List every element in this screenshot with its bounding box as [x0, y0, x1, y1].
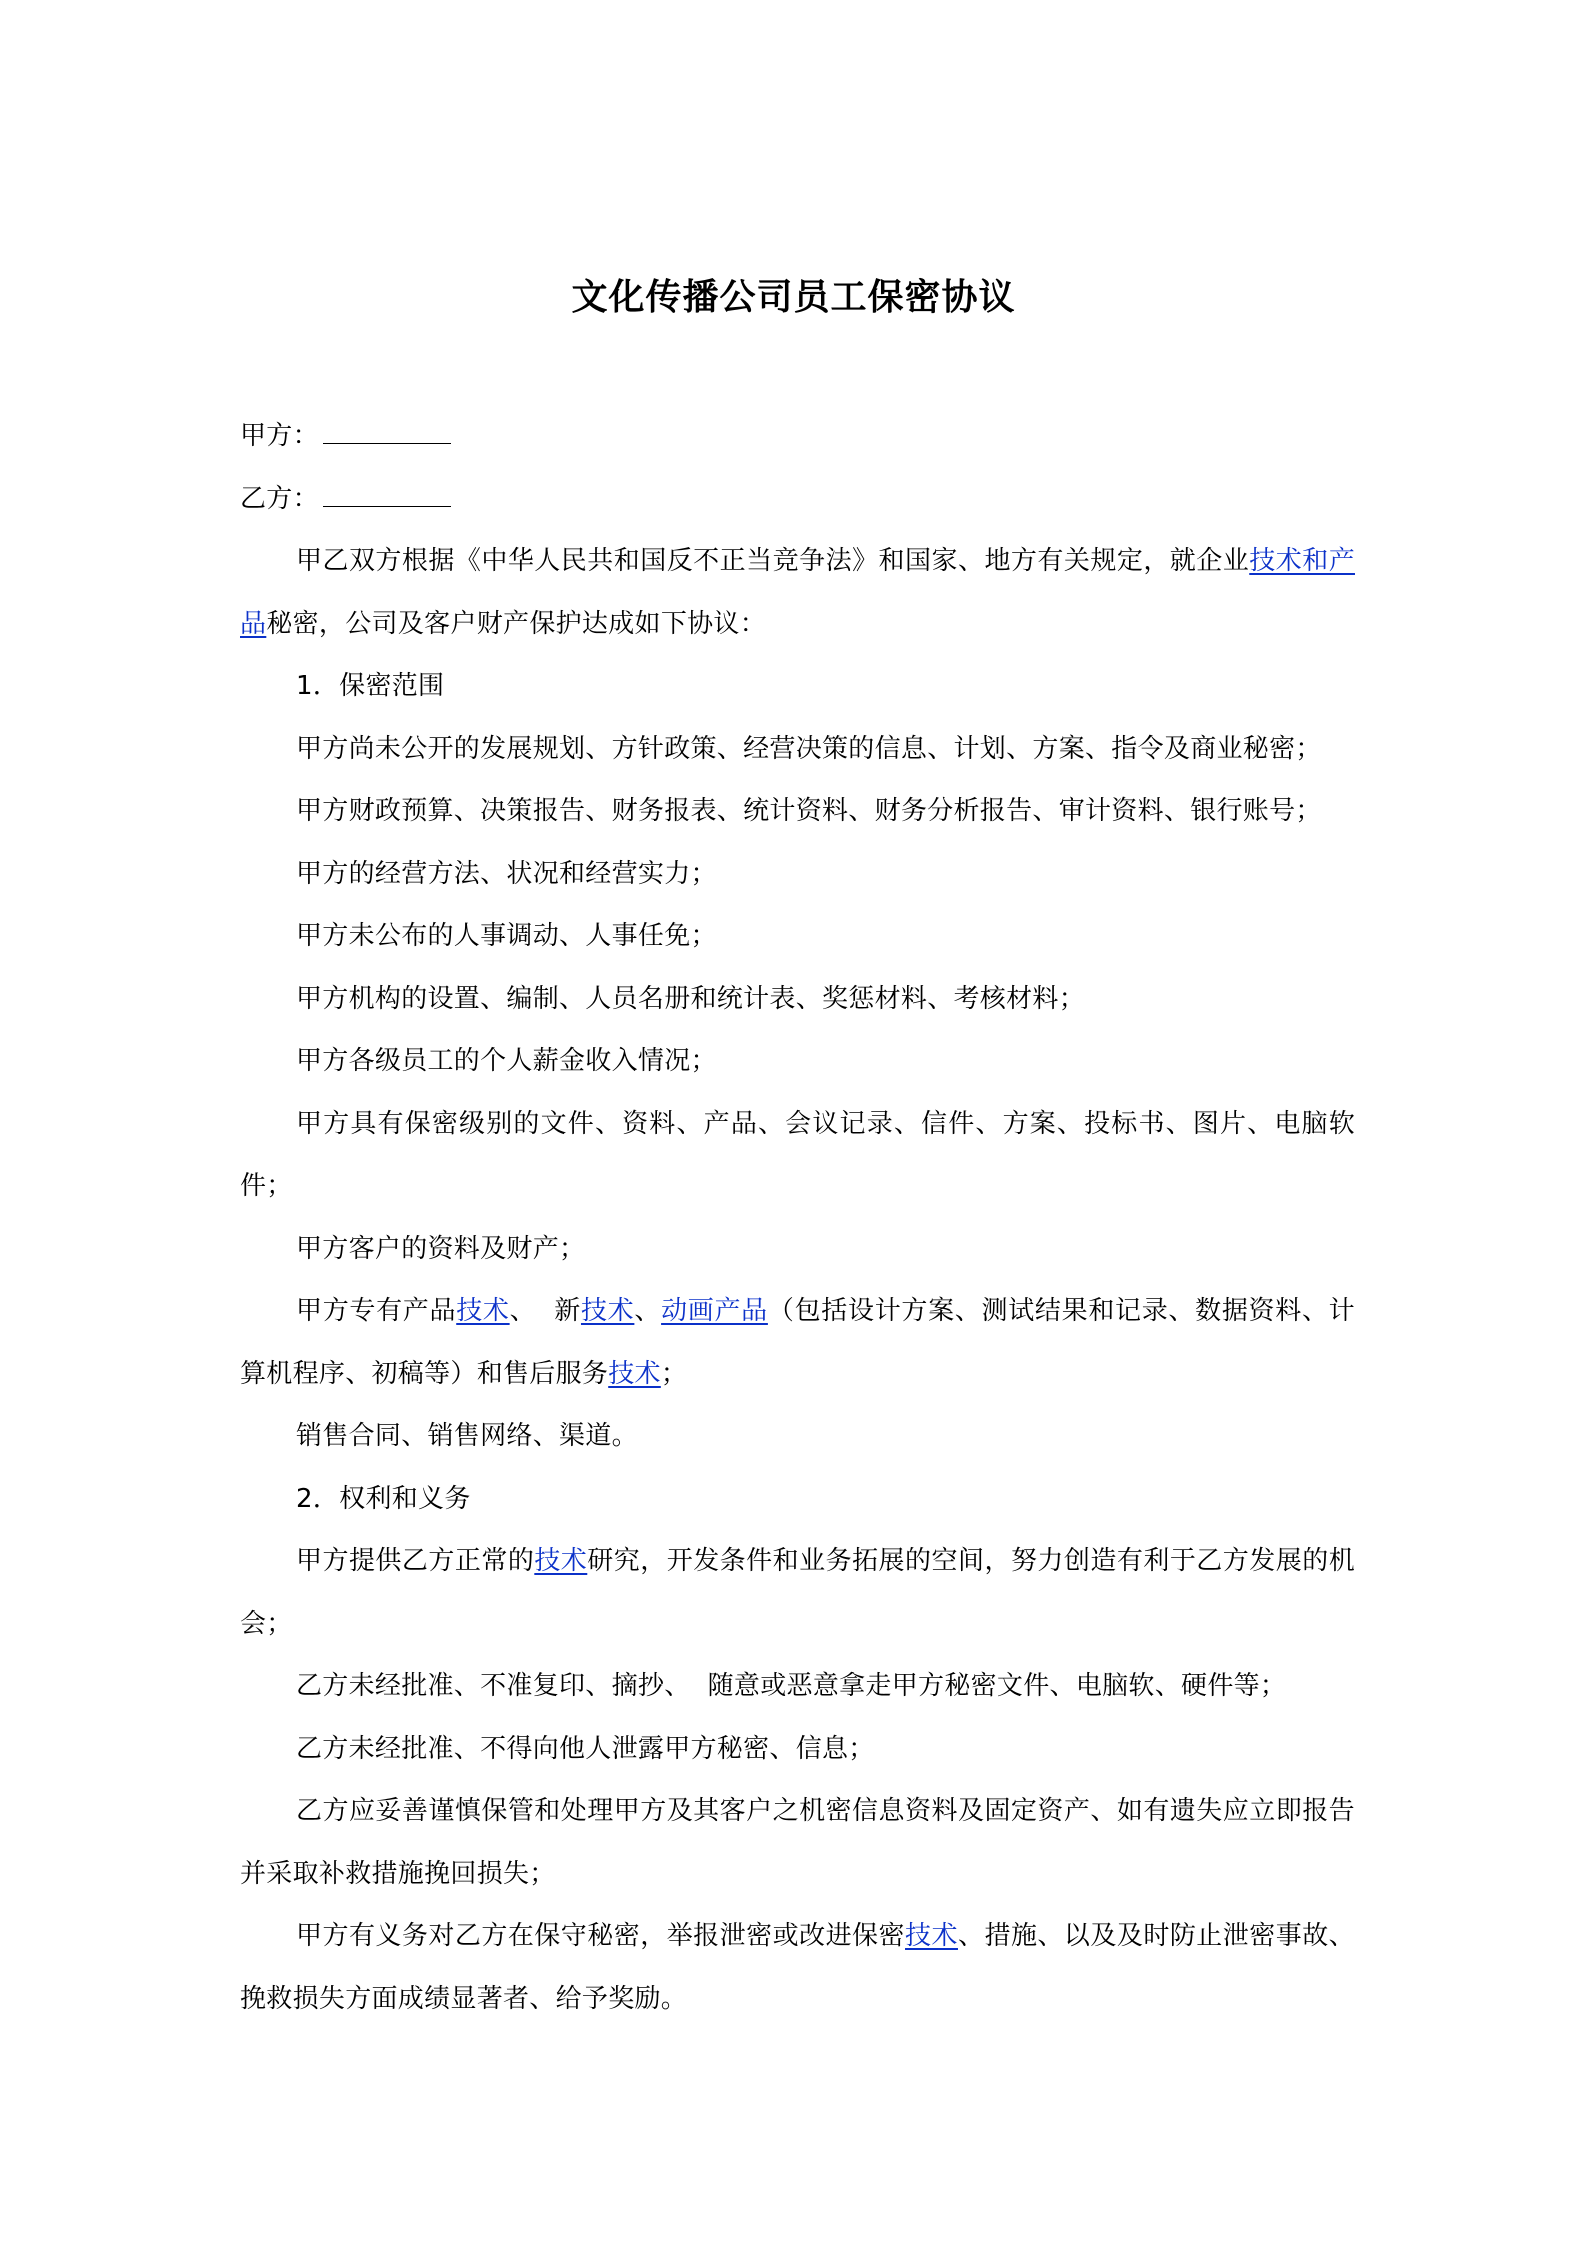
- link-animation-product[interactable]: 动画产品: [661, 1296, 768, 1326]
- section-2-heading: 2．权利和义务: [296, 1483, 471, 1514]
- rights-item: 乙方未经批准、不得向他人泄露甲方秘密、信息；: [296, 1733, 875, 1764]
- document-title: 文化传播公司员工保密协议: [571, 277, 1016, 318]
- rights-item: 乙方应妥善谨慎保管和处理甲方及其客户之机密信息资料及固定资产、如有遗失应立即报告并采取补救措施挽回损失；: [240, 1796, 1355, 1889]
- section-1-heading: 1．保密范围: [296, 671, 445, 701]
- link-tech[interactable]: 技术: [580, 1296, 635, 1326]
- party-a-blank[interactable]: [323, 417, 451, 444]
- scope-item: 甲方机构的设置、编制、人员名册和统计表、奖惩材料、考核材料；: [296, 983, 1086, 1014]
- scope-item: 甲方客户的资料及财产；: [296, 1233, 586, 1264]
- document-body: [240, 405, 1355, 2030]
- scope-item: 甲方的经营方法、状况和经营实力；: [296, 858, 717, 889]
- rights-item: [240, 1530, 1355, 1655]
- intro-text-2: 秘密，公司及客户财产保护达成如下协议：: [266, 608, 767, 639]
- tech-item-text-5: ；: [660, 1358, 688, 1389]
- scope-item: 甲方尚未公开的发展规划、方针政策、经营决策的信息、计划、方案、指令及商业秘密；: [296, 733, 1322, 764]
- link-tech-and-product[interactable]: 技术和产品: [240, 546, 1355, 639]
- scope-item: 甲方具有保密级别的文件、资料、产品、会议记录、信件、方案、投标书、图片、电脑软件；: [240, 1108, 1355, 1201]
- party-a-label: 甲方：: [240, 421, 319, 451]
- tech-scope-item: [240, 1280, 1355, 1405]
- party-b-line: [240, 468, 1355, 531]
- party-a-line: [240, 405, 1355, 468]
- tech-item-text-4: （包括设计方案、测试结果和记录、数据资料、计算机程序、初稿等）和售后服务: [240, 1296, 1355, 1389]
- scope-item: 甲方各级员工的个人薪金收入情况；: [296, 1046, 717, 1076]
- tech-item-text-2: 、 新: [509, 1296, 581, 1326]
- rights-last-text-2: 、措施、以及及时防止泄密事故、挽救损失方面成绩显著者、给予奖励。: [240, 1921, 1355, 2014]
- rights-item: [240, 1905, 1355, 2030]
- rights-last-text-1: 甲方有义务对乙方在保守秘密，举报泄密或改进保密: [296, 1921, 906, 1951]
- link-tech[interactable]: 技术: [534, 1546, 588, 1576]
- scope-item: 甲方财政预算、决策报告、财务报表、统计资料、财务分析报告、审计资料、银行账号；: [296, 796, 1322, 826]
- intro-text-1: 甲乙双方根据《中华人民共和国反不正当竞争法》和国家、地方有关规定，就企业: [296, 546, 1250, 576]
- link-tech[interactable]: 技术: [608, 1358, 661, 1389]
- tech-item-text-1: 甲方专有产品: [296, 1296, 457, 1326]
- rights-item: 乙方未经批准、不准复印、摘抄、 随意或恶意拿走甲方秘密文件、电脑软、硬件等；: [296, 1671, 1287, 1701]
- sales-item: 销售合同、销售网络、渠道。: [296, 1421, 638, 1451]
- party-b-blank[interactable]: [323, 480, 451, 507]
- link-tech[interactable]: 技术: [905, 1921, 958, 1951]
- scope-item: 甲方未公布的人事调动、人事任免；: [296, 921, 717, 951]
- party-b-label: 乙方：: [240, 483, 319, 514]
- rights-item-text-1: 甲方提供乙方正常的: [296, 1546, 535, 1576]
- intro-paragraph: [240, 530, 1355, 655]
- rights-item-text-2: 研究，开发条件和业务拓展的空间，努力创造有利于乙方发展的机会；: [240, 1546, 1355, 1639]
- tech-item-text-3: 、: [634, 1296, 662, 1326]
- link-tech[interactable]: 技术: [456, 1296, 510, 1326]
